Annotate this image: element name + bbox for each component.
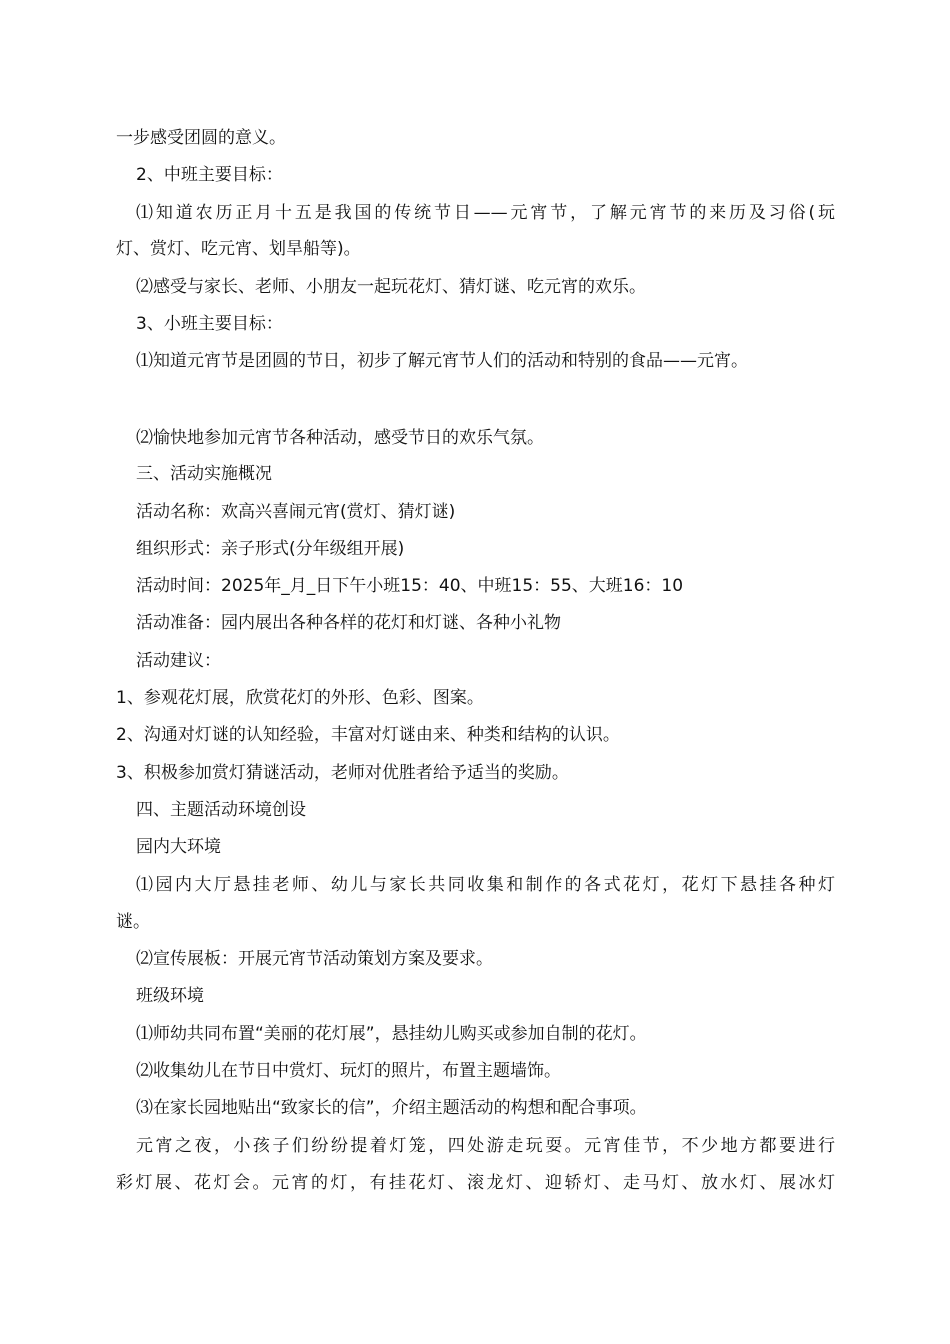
text-line: 灯、赏灯、吃元宵、划旱船等)。: [116, 239, 361, 259]
text-line: 组织形式：亲子形式(分年级组开展): [136, 539, 405, 559]
text-line: 活动建议：: [136, 651, 221, 671]
text-line: 一步感受团圆的意义。: [116, 128, 286, 148]
text-line: ⑴园内大厅悬挂老师、幼儿与家长共同收集和制作的各式花灯，花灯下悬挂各种灯: [136, 875, 835, 895]
section-heading: 2、中班主要目标：: [136, 165, 283, 185]
text-line: 彩灯展、花灯会。元宵的灯，有挂花灯、滚龙灯、迎轿灯、走马灯、放水灯、展冰灯: [116, 1173, 835, 1193]
text-line: ⑵收集幼儿在节日中赏灯、玩灯的照片，布置主题墙饰。: [136, 1061, 561, 1081]
text-line: ⑴知道元宵节是团圆的节日，初步了解元宵节人们的活动和特别的食品——元宵。: [136, 351, 748, 371]
text-line: 活动时间：2025年_月_日下午小班15：40、中班15：55、大班16：10: [136, 576, 684, 596]
text-line: 3、积极参加赏灯猜谜活动，老师对优胜者给予适当的奖励。: [116, 763, 569, 783]
text-line: ⑶在家长园地贴出“致家长的信”，介绍主题活动的构想和配合事项。: [136, 1098, 647, 1118]
text-line: 1、参观花灯展，欣赏花灯的外形、色彩、图案。: [116, 688, 484, 708]
subsection-heading: 班级环境: [136, 986, 204, 1006]
section-heading: 四、主题活动环境创设: [136, 800, 306, 820]
text-line: 元宵之夜，小孩子们纷纷提着灯笼，四处游走玩耍。元宵佳节，不少地方都要进行: [136, 1136, 835, 1156]
text-line: ⑵愉快地参加元宵节各种活动，感受节日的欢乐气氛。: [136, 428, 544, 448]
subsection-heading: 园内大环境: [136, 837, 221, 857]
text-line: ⑴师幼共同布置“美丽的花灯展”，悬挂幼儿购买或参加自制的花灯。: [136, 1024, 647, 1044]
text-line: 谜。: [116, 912, 150, 932]
text-line: ⑵感受与家长、老师、小朋友一起玩花灯、猜灯谜、吃元宵的欢乐。: [136, 277, 646, 297]
text-line: ⑵宣传展板：开展元宵节活动策划方案及要求。: [136, 949, 493, 969]
text-line: 活动准备：园内展出各种各样的花灯和灯谜、各种小礼物: [136, 613, 561, 633]
text-line: 2、沟通对灯谜的认知经验，丰富对灯谜由来、种类和结构的认识。: [116, 725, 620, 745]
text-line: ⑴知道农历正月十五是我国的传统节日——元宵节，了解元宵节的来历及习俗(玩: [136, 203, 835, 223]
section-heading: 3、小班主要目标：: [136, 314, 283, 334]
section-heading: 三、活动实施概况: [136, 464, 272, 484]
text-line: 活动名称：欢高兴喜闹元宵(赏灯、猜灯谜): [136, 502, 456, 522]
